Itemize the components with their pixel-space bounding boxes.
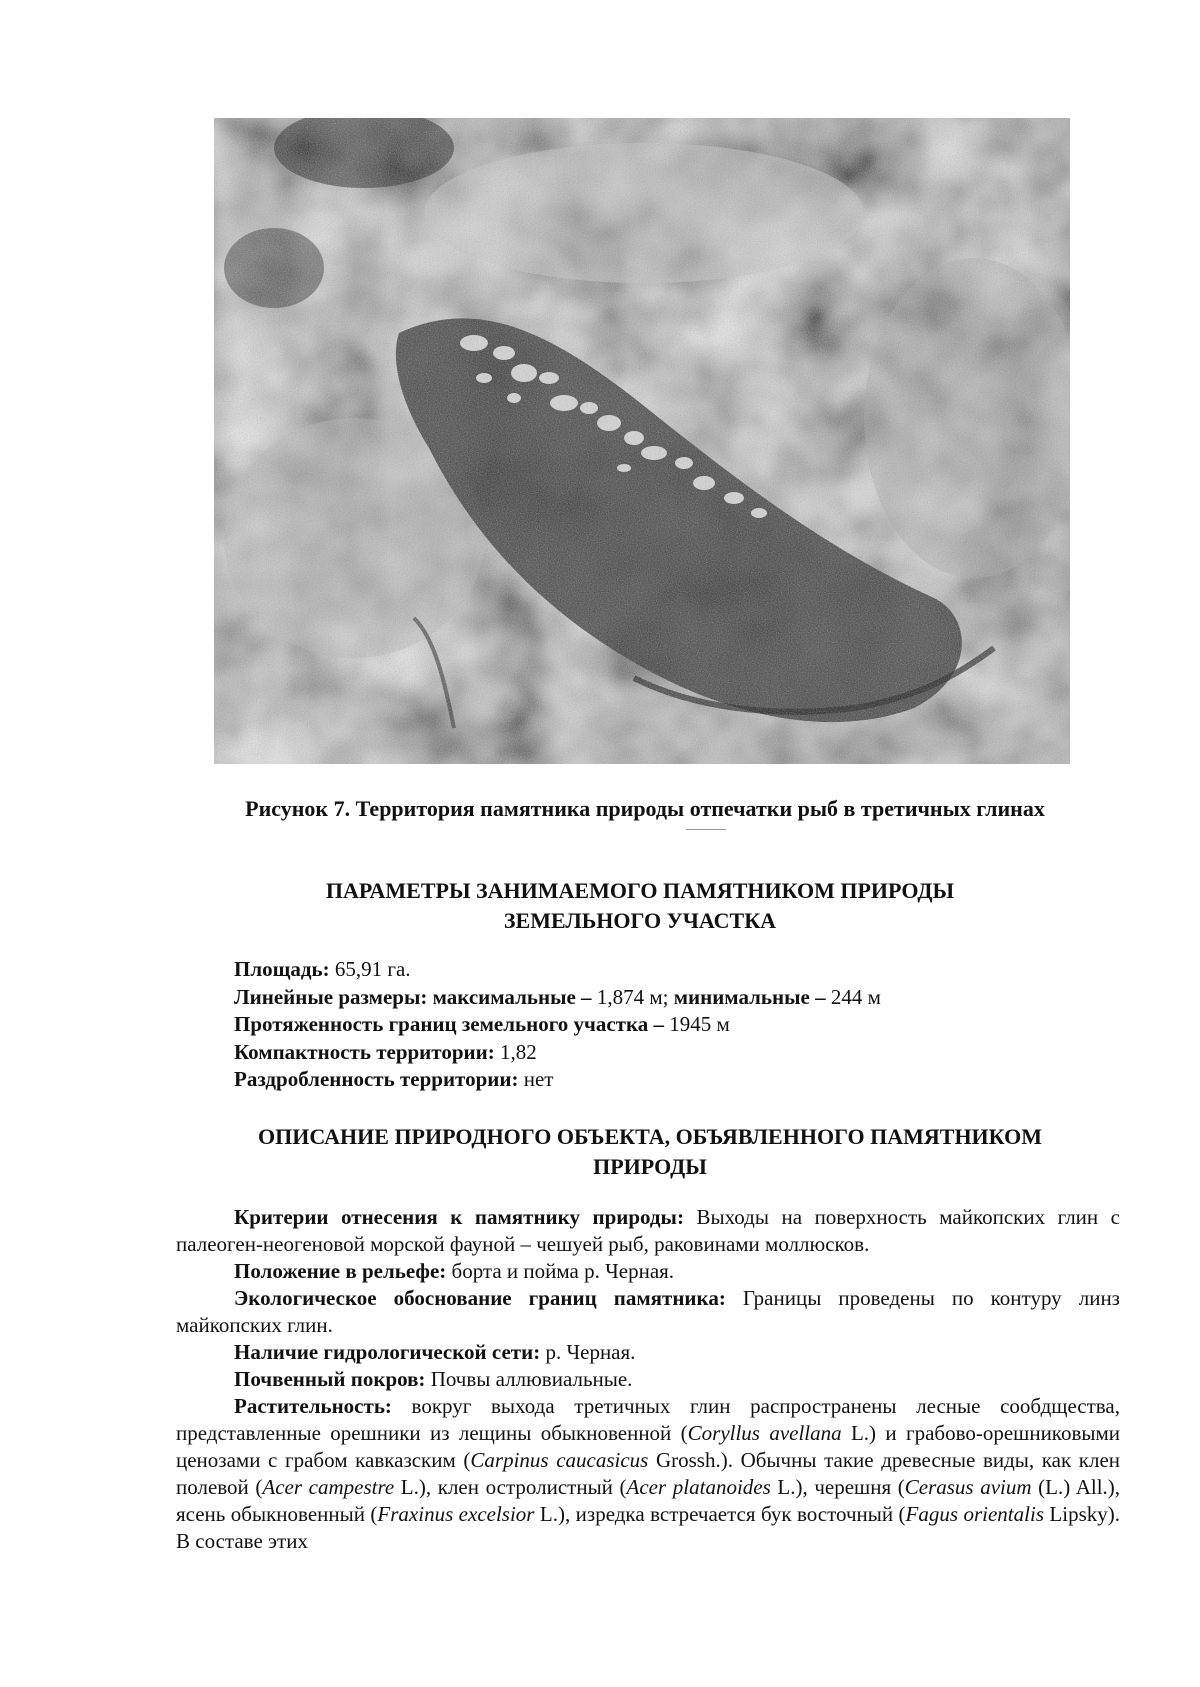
param-label: Площадь: [234,957,330,981]
param-label: Протяженность границ земельного участка – [234,1012,665,1036]
para-label: Критерии отнесения к памятнику природы: [234,1205,684,1229]
param-label: Компактность территории: [234,1039,495,1064]
species-name: Fagus orientalis [905,1502,1044,1526]
heading-line: ПАРАМЕТРЫ ЗАНИМАЕМОГО ПАМЯТНИКОМ ПРИРОДЫ [325,878,955,903]
param-linear-size [234,984,1134,1012]
param-label: Раздробленность территории: [234,1067,519,1091]
param-value: 244 м [825,984,881,1009]
para-text: Границы проведены по контуру линз майкопских глин. [176,1286,1120,1337]
para-text: L.), черешня ( [770,1475,905,1499]
para-text: р. Черная. [540,1340,636,1364]
para-text: (L.) All.), ясень обыкновенный ( [176,1475,1121,1526]
heading-line: ЗЕМЕЛЬНОГО УЧАСТКА [503,908,777,933]
param-label: Линейные размеры: максимальные – [234,984,592,1009]
species-name: Coryllus avellana [687,1421,842,1445]
paragraph-soil [176,1366,1120,1393]
species-name: Cerasus avium [904,1475,1032,1499]
parameters-list [234,956,1134,1094]
para-label: Наличие гидрологической сети: [234,1340,541,1364]
paragraph-criteria [176,1204,1120,1258]
species-name: Fraxinus excelsior [377,1502,535,1526]
para-label: Почвенный покров: [234,1367,426,1391]
param-fragmentation [234,1066,1134,1094]
para-text: вокруг выхода третичных глин распространены лесные сообдщества, представленные орешники из лещины обыкновенной ( [176,1394,1120,1445]
divider [686,829,726,830]
param-value: 1945 м [664,1012,730,1036]
heading-line: ОПИСАНИЕ ПРИРОДНОГО ОБЪЕКТА, ОБЪЯВЛЕННОГО ПАМЯТНИКОМ [258,1124,1042,1149]
param-label: минимальные – [673,984,826,1009]
para-text: Grossh.). Обычны такие древесные виды, как клен полевой ( [176,1448,1121,1499]
fossil-site-photo [214,118,1070,764]
species-name: Acer campestre [262,1475,395,1499]
paragraph-ecology [176,1285,1120,1339]
para-label: Экологическое обоснование границ памятника: [234,1286,726,1310]
species-name: Carpinus caucasicus [470,1448,649,1472]
param-value: нет [518,1067,554,1091]
section-heading-parameters [180,876,1100,936]
species-name: Acer platanoides [626,1475,771,1499]
paragraph-hydrology [176,1339,1120,1366]
para-label: Положение в рельефе: [234,1259,447,1283]
para-text: L.) и грабово-орешниковыми ценозами с грабом кавказским ( [176,1421,1121,1472]
param-value: 65,91 га. [329,957,411,981]
param-area [234,956,1134,984]
para-text: L.), клен остролистный ( [394,1475,627,1499]
heading-line: ПРИРОДЫ [593,1154,707,1179]
param-value: 1,82 [494,1039,537,1064]
para-text: Выходы на поверхность майкопских глин с палеоген-неогеновой морской фауной – чешуей рыб, раковинами моллюсков. [176,1205,1120,1256]
photo-graphic [214,118,1070,764]
para-text: Почвы аллювиальные. [425,1367,633,1391]
section-heading-description [160,1122,1140,1182]
para-text: Lipsky). В составе этих [176,1502,1121,1553]
description-body [176,1204,1120,1555]
figure-caption: Рисунок 7. Территория памятника природы отпечатки рыб в третичных глинах [245,796,1045,821]
param-value: 1,874 м; [591,984,674,1009]
paragraph-vegetation [176,1393,1120,1555]
para-label: Растительность: [234,1394,392,1418]
paragraph-relief [176,1258,1120,1285]
para-text: борта и пойма р. Черная. [446,1259,675,1283]
para-text: L.), изредка встречается бук восточный ( [534,1502,906,1526]
param-compactness [234,1039,1134,1067]
param-border-length [234,1011,1134,1039]
